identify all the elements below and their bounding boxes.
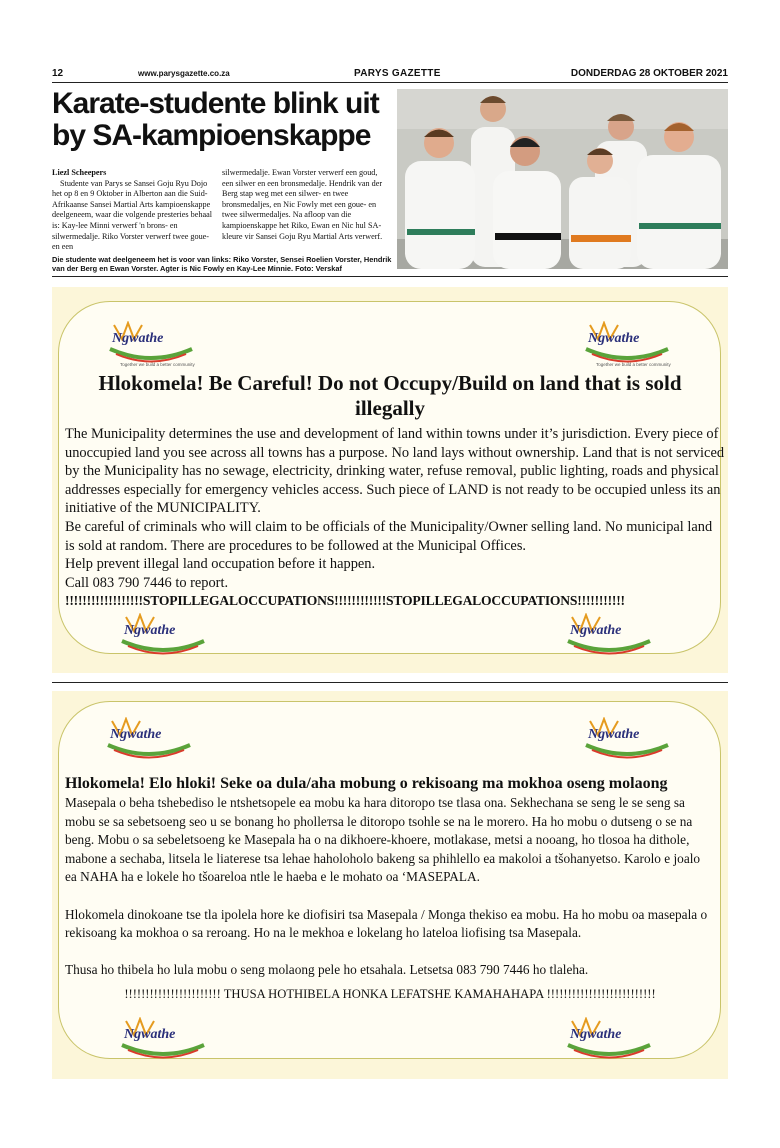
thusa-slogan: !!!!!!!!!!!!!!!!!!!!!!! THUSA HOTHIBELA HONKA LEFATSHE KAMAHAHAPA !!!!!!!!!!!!!!!!!!!!!!!!!!	[124, 987, 656, 1001]
ngwathe-logo	[564, 1017, 654, 1065]
website-url[interactable]: www.parysgazette.co.za	[138, 69, 230, 78]
article-column-2	[222, 168, 390, 242]
svg-text:Ngwathe: Ngwathe	[124, 1027, 176, 1042]
ngwathe-logo	[104, 717, 194, 765]
publication-name: PARYS GAZETTE	[354, 68, 441, 79]
svg-text:Ngwathe: Ngwathe	[110, 727, 162, 742]
article-column-1	[52, 168, 217, 253]
article-text-2: silwermedalje. Ewan Vorster verwerf een goud, een silwer en een bronsmedalje. Hendrik van der Berg stap weg met een silwer- en twee bronsmedaljes, en Nic Fowly met een goue- en twee silwermedaljes. Na afloop van die kampioenskappe het Riko, Ewan en Nic hul SA-kleure vir Sansei Goju Ryu Martial Arts verwerf.	[222, 168, 383, 241]
header-rule	[52, 82, 728, 83]
notice-title: Hlokomela! Be Careful! Do not Occupy/Build on land that is sold illegally	[98, 371, 682, 420]
ngwathe-logo	[582, 717, 672, 765]
svg-text:Ngwathe: Ngwathe	[570, 623, 622, 638]
ngwathe-logo	[118, 1017, 208, 1065]
karate-photo	[397, 89, 728, 269]
article-text-1: Studente van Parys se Sansei Goju Ryu Dojo het op 8 en 9 Oktober in Alberton aan die Suid-Afrikaanse Sansei Martial Arts kampioenskappe deelgeneem, waar die volgende presteries behaal is: Kay-lee Minni verwerf 'n brons- en silwermedalje. Riko Vorster verwerf twee goue- en een	[52, 178, 213, 252]
article-rule	[52, 276, 728, 277]
page-number: 12	[52, 68, 64, 79]
byline: Liezl Scheepers	[52, 168, 107, 177]
svg-text:Together we build a better com: Together we build a better community	[596, 362, 671, 367]
svg-text:Ngwathe: Ngwathe	[124, 623, 176, 638]
ngwathe-logo	[582, 321, 672, 369]
svg-text:Ngwathe: Ngwathe	[588, 727, 640, 742]
svg-text:Ngwathe: Ngwathe	[112, 331, 164, 346]
stop-slogan: !!!!!!!!!!!!!!!!!!STOPILLEGALOCCUPATIONS!!!!!!!!!!!!STOPILLEGALOCCUPATIONS!!!!!!!!!!!	[65, 593, 625, 609]
ngwathe-logo	[564, 613, 654, 661]
notice-title-sesotho: Hlokomela! Elo hloki! Seke oa dula/aha mobung o rekisoang ma mokhoa oseng molaong	[65, 775, 668, 792]
notice-divider	[52, 682, 728, 683]
notice-english	[52, 287, 728, 673]
photo-caption: Die studente wat deelgeneem het is voor van links: Riko Vorster, Sensei Roelien Vorster, Hendrik van der Berg en Ewan Vorster. Agter is Nic Fowly en Kay-Lee Minnie. Foto: Verskaf	[52, 255, 392, 274]
ngwathe-logo	[118, 613, 208, 661]
issue-date: DONDERDAG 28 OKTOBER 2021	[570, 68, 728, 79]
notice-sesotho	[52, 691, 728, 1079]
ngwathe-logo	[106, 321, 196, 369]
notice-body-sesotho: Masepala o beha tshebediso le ntshetsopele ea mobu ka hara ditoropo tse tlasa ona. Sekhechana se seng le se seng sa mobu se sa sebetsoeng seo u se bonang ho phollетsa le ditoropo tsohle se na le morero. Ha ho mobu o dutseng o se na beng. Mobu o sa sebeletsoeng ke Masepala ha o na dikhoere-khoere, motlakase, metsi a nooang, ho tlosoa ha dithole, mabone a sechaba, litsela le liaterese tsa lehae haholoholo bakeng sa phihlello ea makoloi a tšohanyetso. Karolo e joalo ea NAHA ha e lokele ho tšoareloa ntle le haeba e le mohato oa ‘MASEPALA. Hlokomela dinokoane tse tla ipolela hore ke diofisiri tsa Masepala / Monga thekiso ea mobu. Ha ho mobu oa masepala o rekisoang ka mokhoa o sa reroang. Ho na le mekhoa e lokelang ho lateloa liofising tsa Masepala. Thusa ho thibela ho lula mobu o seng molaong pele ho etsahala. Letsetsa 083 790 7446 ho tlaleha.	[65, 795, 708, 978]
svg-text:Ngwathe: Ngwathe	[588, 331, 640, 346]
notice-body: The Municipality determines the use and development of land within towns under it’s jurisdiction. Every piece of unoccupied land you see across all towns has a purpose. No land lays without ownership. Land that is not serviced by the Municipality has no sewage, electricity, drinking water, refuse removal, public lighting, roads and physical addresses especially for emergency vehicles access. Such piece of LAND is not ready to be occupied unless its an initiative of the MUNICIPALITY. Be careful of criminals who will claim to be officials of the Municipality/Owner selling land. No municipal land is sold at random. There are procedures to be followed at the Municipal Offices. Help prevent illegal land occupation before it happen. Call 083 790 7446 to report. !!!!!!!!!!!!!!!!!!STOPILLEGALOCCUPATIONS!!!!!!!!!!!!STOPILLEGALOCCUPATIONS!!!!!!!!!!!	[65, 425, 725, 611]
page-header	[52, 68, 728, 82]
svg-text:Together we build a better com: Together we build a better community	[120, 362, 195, 367]
article-headline: Karate-studente blink uit by SA-kampioenskappe	[52, 87, 379, 152]
svg-text:Ngwathe: Ngwathe	[570, 1027, 622, 1042]
